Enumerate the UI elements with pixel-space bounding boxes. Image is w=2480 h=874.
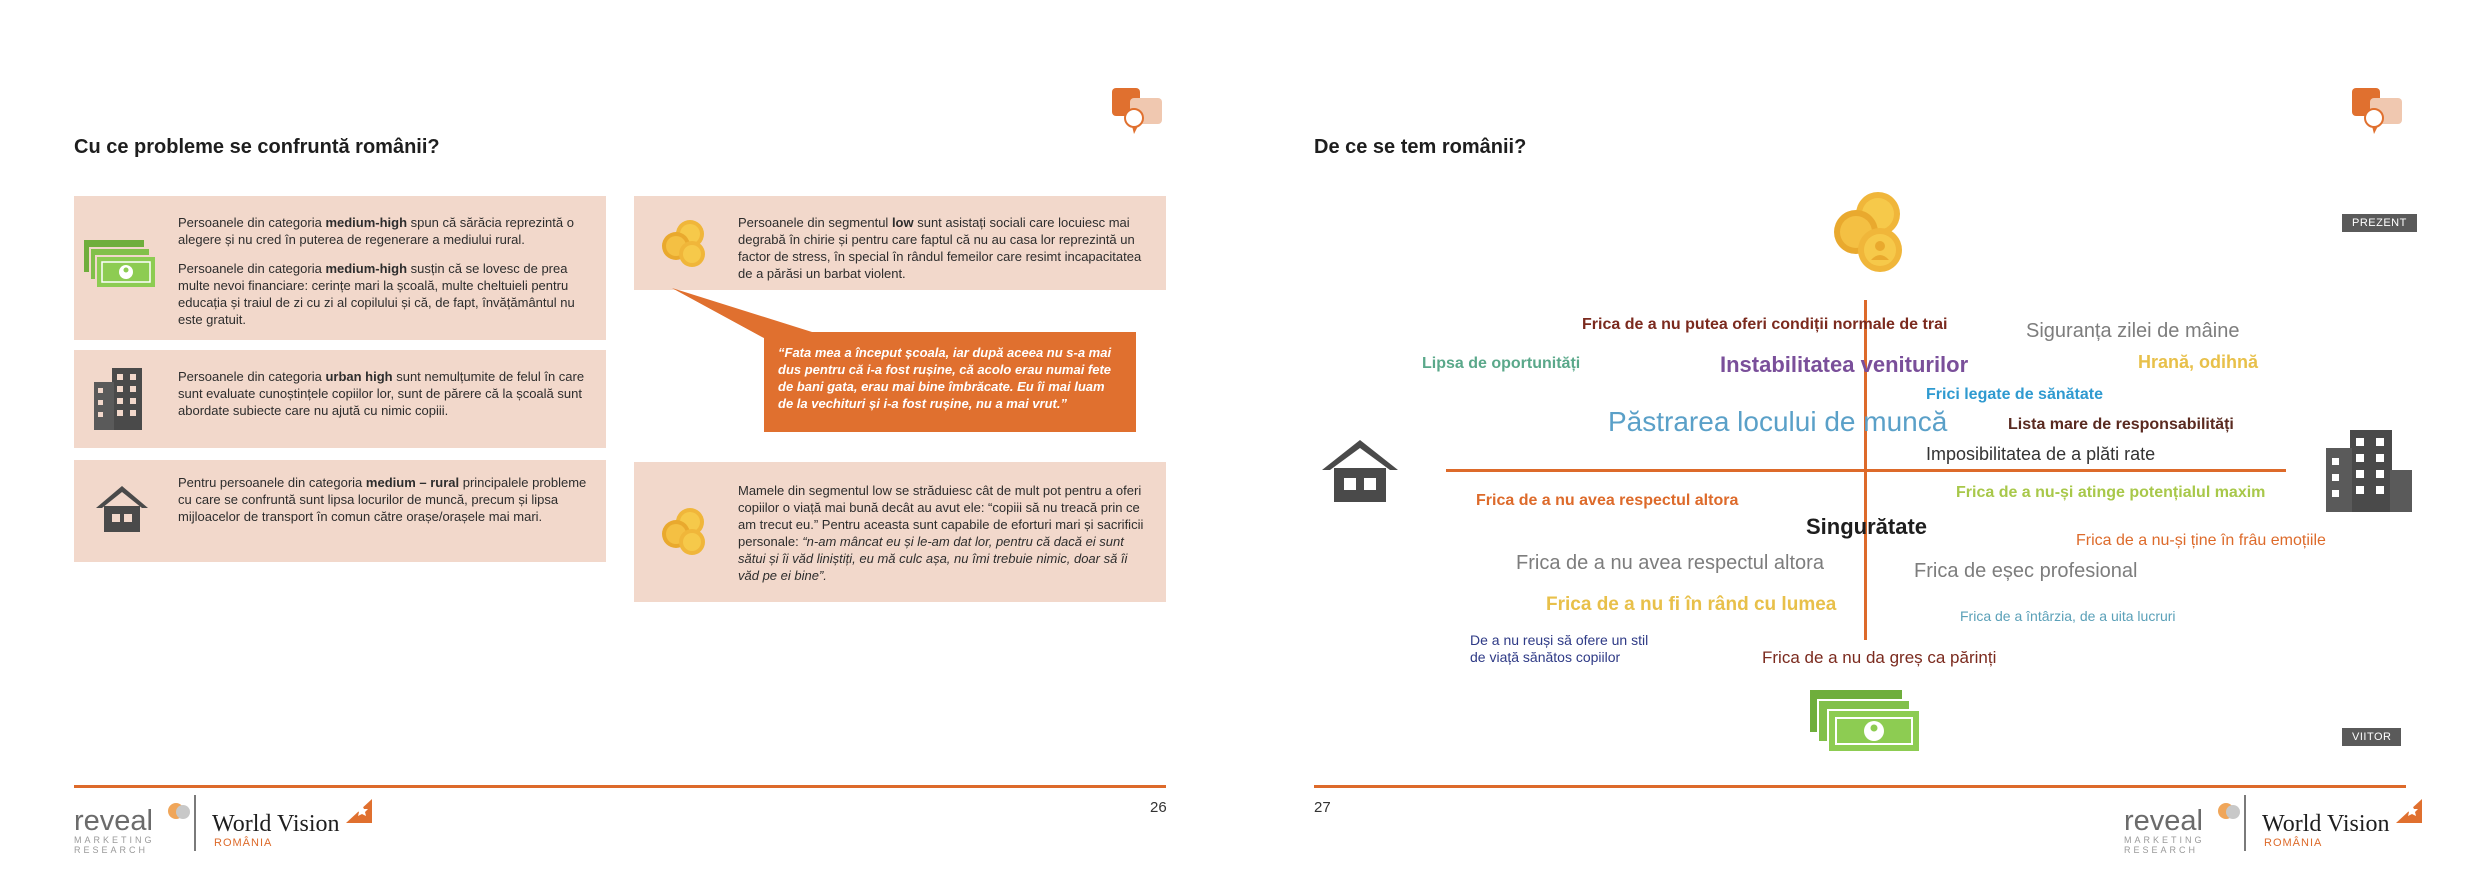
reveal-cloud-icon (166, 801, 192, 821)
fear-word: Hrană, odihnă (2138, 352, 2259, 372)
brand-divider (2244, 795, 2246, 851)
fear-word: Siguranța zilei de mâine (2026, 320, 2240, 342)
fear-word: Frica de a nu-și atinge potențialul maxim (1956, 484, 2266, 501)
fear-word: Lista mare de responsabilități (2008, 416, 2234, 433)
reveal-sub-marketing: MARKETING (74, 835, 155, 845)
reveal-sub-marketing: MARKETING (2124, 835, 2205, 845)
reveal-sub-research: RESEARCH (2124, 845, 2199, 855)
world-vision-star-icon (346, 799, 372, 823)
money-bills-icon (84, 240, 158, 290)
quote-pointer (672, 288, 812, 338)
box3-text: Pentru persoanele din categoria medium – rural principalele probleme cu care se confruntă sunt lipsa locurilor de muncă, precum și lipsa mijloacelor de transport în comun către orașe/orașele mai mari. (178, 475, 587, 524)
reveal-logo: reveal (74, 805, 153, 837)
fear-word: Frica de a nu putea oferi condiții normale de trai (1582, 316, 1948, 333)
fear-word: Instabilitatea veniturilor (1720, 352, 1969, 377)
fear-word: Frica de a nu da greș ca părinți (1762, 648, 1997, 667)
page-title: Cu ce probleme se confruntă românii? (74, 136, 440, 158)
fear-word: Frica de a nu fi în rând cu lumea (1546, 594, 1837, 615)
info-box-medium-rural (74, 460, 606, 562)
info-box-low-segment (634, 196, 1166, 290)
brand-logos (74, 793, 404, 853)
building-icon (94, 368, 146, 430)
reveal-logo: reveal (2124, 805, 2203, 837)
info-box-mothers-low (634, 462, 1166, 602)
fear-word: Frica de eșec profesional (1914, 560, 2138, 582)
coins-icon (660, 506, 710, 556)
info-box-medium-high (74, 196, 606, 340)
fear-word: Păstrarea locului de muncă (1608, 406, 1948, 437)
box1-paragraph2: Persoanele din categoria medium-high susțin că se lovesc de prea multe nevoi financiare: cerințe mari la școală, multe cheltuieli pentru educația și traiul de zi cu zi al copilului și că, de fapt, învățământul nu este gratuit. (178, 261, 575, 327)
money-bills-icon (1810, 690, 1922, 754)
world-vision-star-icon (2396, 799, 2422, 823)
world-vision-sub: ROMÂNIA (214, 837, 273, 849)
tag-future: VIITOR (2342, 728, 2401, 746)
house-icon (96, 486, 148, 532)
box5-text: Mamele din segmentul low se străduiesc cât de mult pot pentru a oferi copiilor o viață mai bună decât au avut ele: “copiii să nu treacă prin ce am trecut eu.” Pentru aceasta sunt capabile de eforturi mari și sacrificii personale: “n-am mâncat eu și le-am dat lor, pentru că dacă ei sunt sătui și îi văd liniștiți, eu mă culc așa, nu îmi trebuie nimic, doar să îi văd pe ei bine”. (738, 483, 1144, 583)
page-title: De ce se tem românii? (1314, 136, 1527, 158)
fear-word: Frica de a nu avea respectul altora (1476, 492, 1739, 509)
brand-divider (194, 795, 196, 851)
coins-icon (1830, 192, 1910, 274)
box2-text: Persoanele din categoria urban high sunt nemulțumite de felul în care sunt evaluate cunoștințele copiilor lor, sunt de părere că la școală sunt abordate subiecte care nu ajută cu nimic copiii. (178, 369, 585, 418)
house-icon (1322, 440, 1398, 502)
fear-word: Imposibilitatea de a plăti rate (1926, 444, 2156, 464)
fear-word: Lipsa de oportunități (1422, 355, 1581, 372)
speech-bubbles-icon (1112, 88, 1168, 136)
tag-present: PREZENT (2342, 214, 2417, 232)
quote-box: “Fata mea a început școala, iar după aceea nu s-a mai dus pentru că i-a fost rușine, că acolo erau numai fete de bani gata, erau mai bine îmbrăcate. Eu îi mai luam de la vechituri și i-a fost rușine, nu a mai vrut.” (764, 332, 1136, 432)
box1-paragraph1: Persoanele din categoria medium-high spun că sărăcia reprezintă o alegere și nu cred în puterea de regenerare a mediului rural. (178, 215, 574, 247)
fear-word: de viață sănătos copiilor (1470, 649, 1621, 665)
page-number: 27 (1314, 799, 1331, 816)
speech-bubbles-icon (2352, 88, 2408, 136)
footer-divider (1314, 785, 2406, 788)
brand-logos (2124, 793, 2454, 853)
world-vision-sub: ROMÂNIA (2264, 837, 2323, 849)
world-vision-logo: World Vision (2262, 811, 2390, 837)
footer-divider (74, 785, 1166, 788)
fear-word: Frica de a întârzia, de a uita lucruri (1960, 608, 2176, 624)
horizontal-axis (1446, 469, 2286, 472)
box4-text: Persoanele din segmentul low sunt asistați sociali care locuiesc mai degrabă în chirie și pentru care faptul că nu au casa lor reprezintă un factor de stress, în special în rândul femeilor care resimt incapacitatea de a părăsi un barbat violent. (738, 215, 1142, 281)
info-box-urban-high (74, 350, 606, 448)
reveal-sub-research: RESEARCH (74, 845, 149, 855)
fear-word: De a nu reuși să ofere un stil (1470, 632, 1649, 648)
fear-word: Frica de a nu-și ține în frâu emoțiile (2076, 532, 2326, 549)
reveal-cloud-icon (2216, 801, 2242, 821)
building-icon (2326, 430, 2412, 512)
page-number: 26 (1150, 799, 1167, 816)
world-vision-logo: World Vision (212, 811, 340, 837)
fear-word: Frica de a nu avea respectul altora (1516, 552, 1824, 574)
fear-word: Singurătate (1806, 514, 1928, 539)
fear-word: Frici legate de sănătate (1926, 386, 2103, 403)
coins-icon (660, 218, 710, 268)
